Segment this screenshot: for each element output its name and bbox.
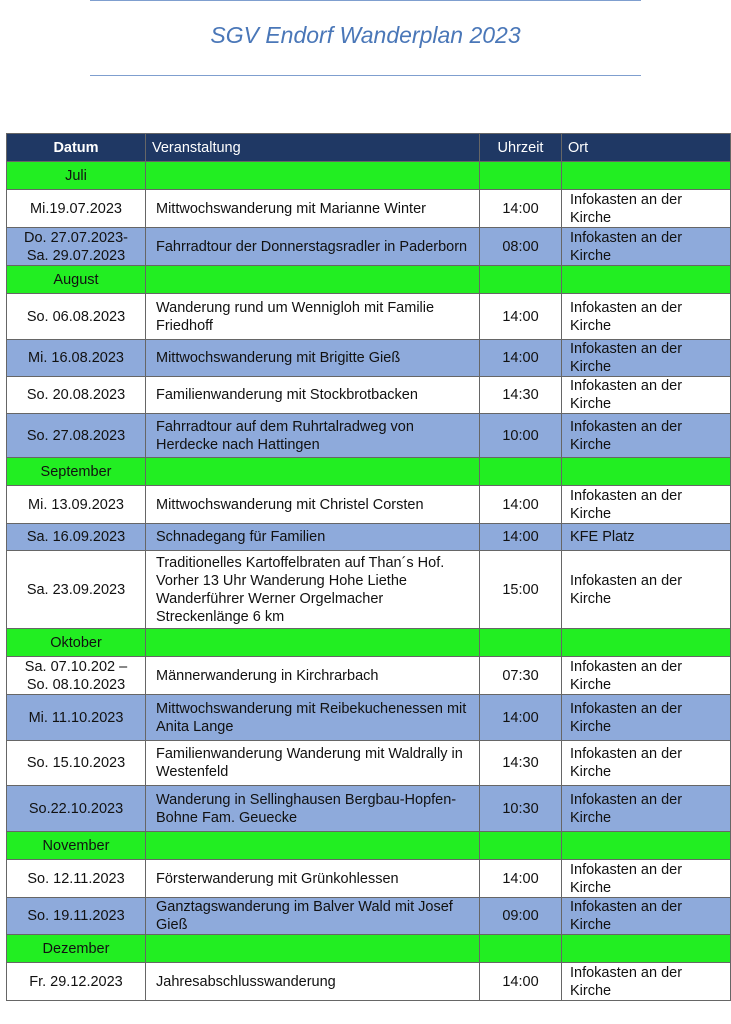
time-cell: 14:30 [480, 741, 562, 786]
event-cell: Fahrradtour auf dem Ruhrtalradweg von Herdecke nach Hattingen [146, 414, 480, 458]
place-cell: Infokasten an der Kirche [562, 695, 731, 741]
page-title: SGV Endorf Wanderplan 2023 [210, 22, 521, 48]
date-cell: Sa. 07.10.202 – So. 08.10.2023 [7, 657, 146, 695]
time-cell: 08:00 [480, 228, 562, 266]
time-cell: 14:00 [480, 294, 562, 340]
month-empty-cell [146, 162, 480, 190]
time-cell: 14:00 [480, 860, 562, 898]
event-cell: Mittwochswanderung mit Brigitte Gieß [146, 340, 480, 377]
event-cell: Wanderung rund um Wennigloh mit Familie Friedhoff [146, 294, 480, 340]
time-cell: 09:00 [480, 898, 562, 935]
event-row [7, 340, 731, 377]
time-cell: 10:30 [480, 786, 562, 832]
schedule-table [6, 133, 731, 1001]
header-ort: Ort [562, 134, 731, 162]
header-datum: Datum [7, 134, 146, 162]
event-row [7, 486, 731, 524]
place-cell: Infokasten an der Kirche [562, 294, 731, 340]
place-cell: Infokasten an der Kirche [562, 657, 731, 695]
time-cell: 14:30 [480, 377, 562, 414]
month-empty-cell [480, 629, 562, 657]
time-cell: 10:00 [480, 414, 562, 458]
place-cell: Infokasten an der Kirche [562, 741, 731, 786]
time-cell: 07:30 [480, 657, 562, 695]
month-empty-cell [146, 458, 480, 486]
place-cell: Infokasten an der Kirche [562, 377, 731, 414]
month-empty-cell [480, 458, 562, 486]
date-cell: Sa. 23.09.2023 [7, 551, 146, 629]
month-label: November [7, 832, 146, 860]
event-row [7, 524, 731, 551]
time-cell: 14:00 [480, 524, 562, 551]
month-empty-cell [146, 832, 480, 860]
event-cell: Mittwochswanderung mit Marianne Winter [146, 190, 480, 228]
date-cell: Mi. 13.09.2023 [7, 486, 146, 524]
event-row [7, 695, 731, 741]
place-cell: Infokasten an der Kirche [562, 414, 731, 458]
date-cell: So. 15.10.2023 [7, 741, 146, 786]
date-cell: Do. 27.07.2023- Sa. 29.07.2023 [7, 228, 146, 266]
month-empty-cell [562, 162, 731, 190]
month-empty-cell [562, 832, 731, 860]
event-cell: Schnadegang für Familien [146, 524, 480, 551]
time-cell: 15:00 [480, 551, 562, 629]
month-row [7, 935, 731, 963]
event-cell: Wanderung in Sellinghausen Bergbau-Hopfen-Bohne Fam. Geuecke [146, 786, 480, 832]
month-empty-cell [146, 935, 480, 963]
event-row [7, 414, 731, 458]
month-row [7, 458, 731, 486]
place-cell: KFE Platz [562, 524, 731, 551]
header-uhrzeit: Uhrzeit [480, 134, 562, 162]
event-cell: Mittwochswanderung mit Christel Corsten [146, 486, 480, 524]
event-cell: Familienwanderung Wanderung mit Waldrally in Westenfeld [146, 741, 480, 786]
place-cell: Infokasten an der Kirche [562, 898, 731, 935]
event-cell: Mittwochswanderung mit Reibekuchenessen mit Anita Lange [146, 695, 480, 741]
month-empty-cell [480, 935, 562, 963]
place-cell: Infokasten an der Kirche [562, 963, 731, 1001]
month-label: Juli [7, 162, 146, 190]
date-cell: Mi. 16.08.2023 [7, 340, 146, 377]
event-row [7, 860, 731, 898]
place-cell: Infokasten an der Kirche [562, 228, 731, 266]
month-empty-cell [562, 458, 731, 486]
place-cell: Infokasten an der Kirche [562, 860, 731, 898]
date-cell: So. 19.11.2023 [7, 898, 146, 935]
event-row [7, 228, 731, 266]
event-cell: Familienwanderung mit Stockbrotbacken [146, 377, 480, 414]
event-row [7, 963, 731, 1001]
place-cell: Infokasten an der Kirche [562, 190, 731, 228]
header-row [7, 134, 731, 162]
time-cell: 14:00 [480, 695, 562, 741]
event-cell: Fahrradtour der Donnerstagsradler in Paderborn [146, 228, 480, 266]
date-cell: So. 06.08.2023 [7, 294, 146, 340]
month-label: Dezember [7, 935, 146, 963]
month-empty-cell [480, 832, 562, 860]
date-cell: Fr. 29.12.2023 [7, 963, 146, 1001]
date-cell: Mi.19.07.2023 [7, 190, 146, 228]
header-veranstaltung: Veranstaltung [146, 134, 480, 162]
month-row [7, 266, 731, 294]
month-empty-cell [146, 629, 480, 657]
month-empty-cell [562, 266, 731, 294]
date-cell: So.22.10.2023 [7, 786, 146, 832]
place-cell: Infokasten an der Kirche [562, 786, 731, 832]
event-row [7, 551, 731, 629]
date-cell: Mi. 11.10.2023 [7, 695, 146, 741]
month-label: Oktober [7, 629, 146, 657]
event-cell: Männerwanderung in Kirchrarbach [146, 657, 480, 695]
month-label: September [7, 458, 146, 486]
event-cell: Traditionelles Kartoffelbraten auf Than´s Hof. Vorher 13 Uhr Wanderung Hohe Liethe Wanderführer Werner Orgelmacher Streckenlänge 6 km [146, 551, 480, 629]
time-cell: 14:00 [480, 486, 562, 524]
event-row [7, 377, 731, 414]
place-cell: Infokasten an der Kirche [562, 551, 731, 629]
title-underline [90, 75, 641, 76]
time-cell: 14:00 [480, 340, 562, 377]
month-row [7, 832, 731, 860]
top-rule [90, 0, 641, 1]
month-empty-cell [480, 266, 562, 294]
event-cell: Ganztagswanderung im Balver Wald mit Josef Gieß [146, 898, 480, 935]
event-cell: Jahresabschlusswanderung [146, 963, 480, 1001]
date-cell: So. 27.08.2023 [7, 414, 146, 458]
event-row [7, 741, 731, 786]
time-cell: 14:00 [480, 963, 562, 1001]
date-cell: So. 12.11.2023 [7, 860, 146, 898]
place-cell: Infokasten an der Kirche [562, 486, 731, 524]
month-empty-cell [146, 266, 480, 294]
event-row [7, 657, 731, 695]
time-cell: 14:00 [480, 190, 562, 228]
event-row [7, 294, 731, 340]
month-empty-cell [562, 629, 731, 657]
place-cell: Infokasten an der Kirche [562, 340, 731, 377]
month-row [7, 162, 731, 190]
month-label: August [7, 266, 146, 294]
month-empty-cell [480, 162, 562, 190]
date-cell: So. 20.08.2023 [7, 377, 146, 414]
event-row [7, 898, 731, 935]
date-cell: Sa. 16.09.2023 [7, 524, 146, 551]
month-empty-cell [562, 935, 731, 963]
event-row [7, 786, 731, 832]
event-cell: Försterwanderung mit Grünkohlessen [146, 860, 480, 898]
month-row [7, 629, 731, 657]
event-row [7, 190, 731, 228]
